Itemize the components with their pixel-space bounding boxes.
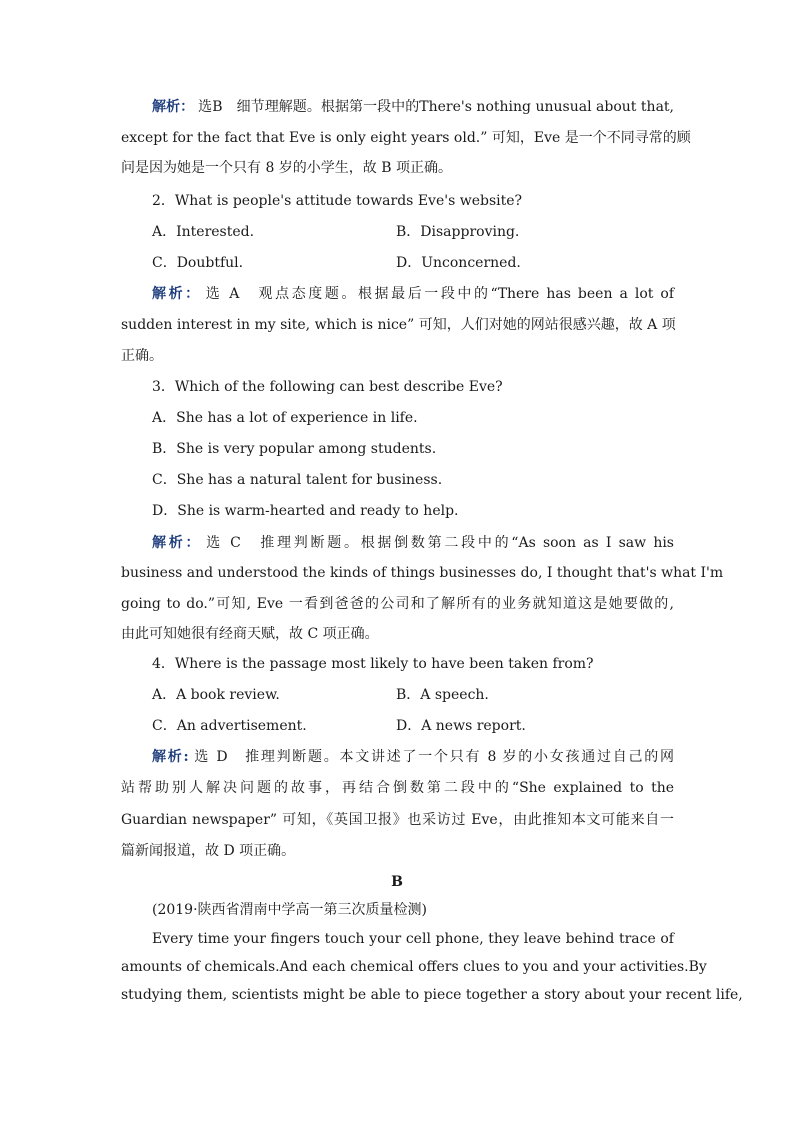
q2-analysis-line-3: 正确。: [121, 348, 163, 364]
analysis-label: 解析：: [152, 99, 195, 115]
q1-analysis-line-1: 解析： 选B 细节理解题。根据第一段中的There's nothing unusual about that,: [152, 99, 674, 115]
q4-stem: 4．Where is the passage most likely to have been taken from?: [152, 656, 594, 672]
analysis-label: 解析:: [152, 749, 189, 765]
passage-line-1: Every time your fingers touch your cell phone, they leave behind trace of: [152, 931, 674, 947]
q3-option-d: D．She is warm-hearted and ready to help.: [152, 503, 459, 519]
q2-analysis-line-2: sudden interest in my site, which is nice” 可知，人们对她的网站很感兴趣，故 A 项: [121, 317, 676, 333]
q3-analysis-line-3: going to do.”可知, Eve 一看到爸爸的公司和了解所有的业务就知道这是她要做的,: [121, 596, 674, 612]
q3-option-b: B．She is very popular among students.: [152, 441, 437, 457]
q4-analysis-line-4: 篇新闻报道，故 D 项正确。: [121, 843, 296, 859]
q4-option-b: B．A speech.: [396, 687, 489, 703]
q2-option-c: C．Doubtful.: [152, 255, 244, 271]
q3-option-c: C．She has a natural talent for business.: [152, 472, 443, 488]
q4-analysis-line-2: 站帮助别人解决问题的故事，再结合倒数第二段中的“She explained to the: [121, 780, 674, 796]
q2-option-a: A．Interested.: [152, 224, 255, 240]
q2-option-b: B．Disapproving.: [396, 224, 520, 240]
q3-option-a: A．She has a lot of experience in life.: [152, 410, 418, 426]
analysis-label: 解析：: [152, 286, 202, 302]
section-title: B: [391, 874, 403, 890]
passage-line-3: studying them, scientists might be able to piece together a story about your recent life,: [121, 987, 743, 1003]
q2-stem: 2．What is people's attitude towards Eve's website?: [152, 193, 523, 209]
passage-line-2: amounts of chemicals.And each chemical offers clues to you and your activities.By: [121, 959, 707, 975]
q3-analysis-line-1: 解析： 选 C 推理判断题。根据倒数第二段中的“As soon as I saw his: [152, 535, 674, 551]
q1-analysis-line-3: 问是因为她是一个只有 8 岁的小学生，故 B 项正确。: [121, 160, 452, 176]
section-source: (2019·陕西省渭南中学高一第三次质量检测): [152, 902, 428, 918]
q4-option-c: C．An advertisement.: [152, 718, 307, 734]
q2-analysis-line-1: 解析： 选 A 观点态度题。根据最后一段中的“There has been a lot of: [152, 286, 675, 302]
q4-option-d: D．A news report.: [396, 718, 526, 734]
q4-option-a: A．A book review.: [152, 687, 280, 703]
q3-stem: 3．Which of the following can best describe Eve?: [152, 379, 503, 395]
q4-analysis-line-1: 解析: 选 D 推理判断题。本文讲述了一个只有 8 岁的小女孩通过自己的网: [152, 749, 675, 765]
q3-analysis-line-2: business and understood the kinds of things businesses do, I thought that's what I'm: [121, 565, 724, 581]
q2-option-d: D．Unconcerned.: [396, 255, 521, 271]
q4-analysis-line-3: Guardian newspaper” 可知，《英国卫报》也采访过 Eve，由此推知本文可能来自一: [121, 812, 674, 828]
q1-analysis-line-2: except for the fact that Eve is only eight years old.” 可知，Eve 是一个不同寻常的顾: [121, 130, 691, 146]
q3-analysis-line-4: 由此可知她很有经商天赋，故 C 项正确。: [121, 626, 379, 642]
analysis-label: 解析：: [152, 535, 203, 551]
